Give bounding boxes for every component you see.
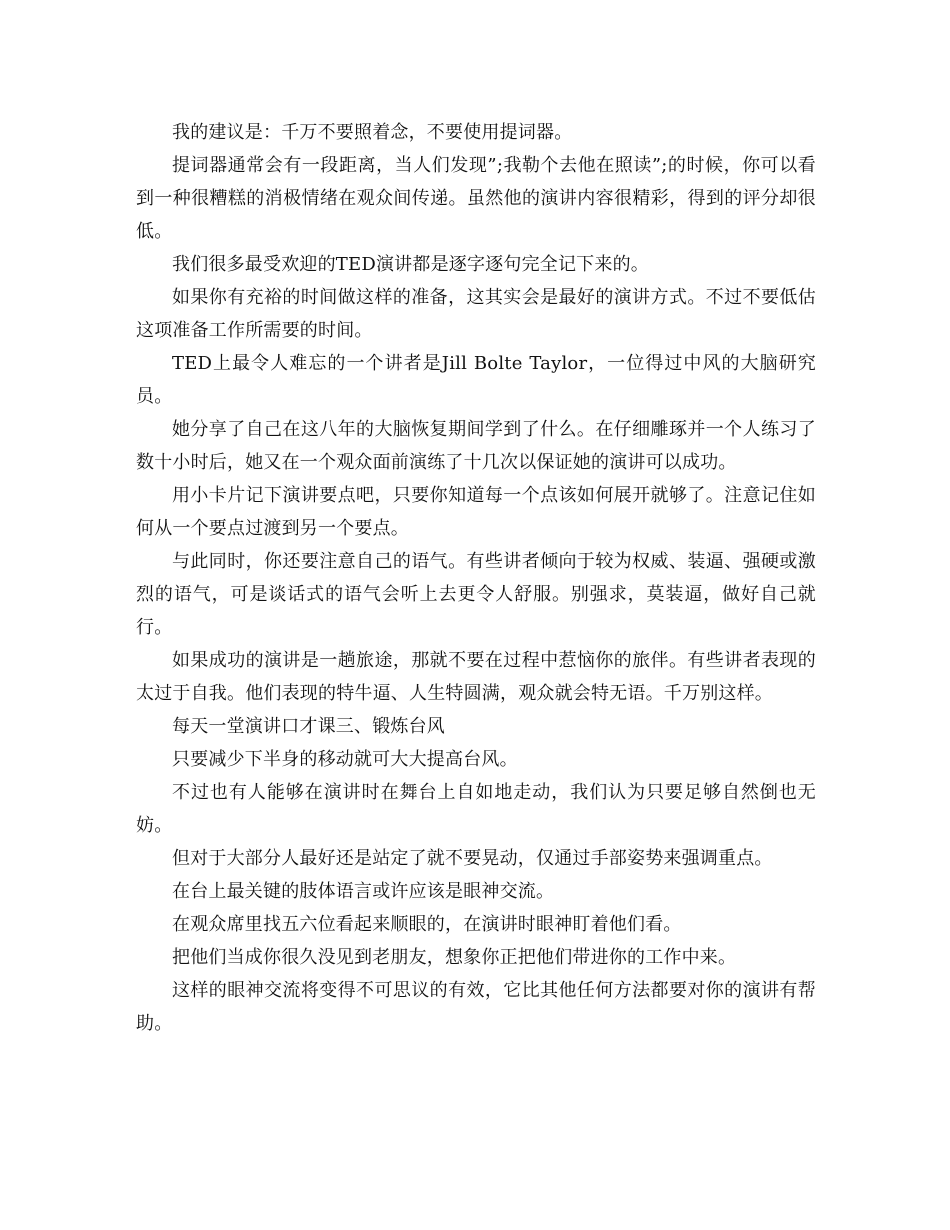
section-heading: 每天一堂演讲口才课三、锻炼台风 [172,716,445,737]
paragraph: 她分享了自己在这八年的大脑恢复期间学到了什么。在仔细雕琢并一个人练习了数十小时后，她又在一个观众面前演练了十几次以保证她的演讲可以成功。 [136,419,816,473]
paragraph: TED上最令人难忘的一个讲者是Jill Bolte Taylor，一位得过中风的大脑研究员。 [136,353,816,407]
paragraph: 不过也有人能够在演讲时在舞台上自如地走动，我们认为只要足够自然倒也无妨。 [136,782,816,836]
paragraph: 这样的眼神交流将变得不可思议的有效，它比其他任何方法都要对你的演讲有帮助。 [136,980,816,1034]
paragraph: 但对于大部分人最好还是站定了就不要晃动，仅通过手部姿势来强调重点。 [172,848,773,869]
paragraph: 我的建议是：千万不要照着念，不要使用提词器。 [172,122,573,143]
paragraph: 把他们当成你很久没见到老朋友，想象你正把他们带进你的工作中来。 [172,947,737,968]
paragraph: 只要减少下半身的移动就可大大提高台风。 [172,749,518,770]
document-body [136,116,816,1040]
paragraph: 如果你有充裕的时间做这样的准备，这其实会是最好的演讲方式。不过不要低估这项准备工作所需要的时间。 [136,287,816,341]
paragraph: 用小卡片记下演讲要点吧，只要你知道每一个点该如何展开就够了。注意记住如何从一个要点过渡到另一个要点。 [136,485,816,539]
paragraph: 提词器通常会有一段距离，当人们发现”;我勒个去他在照读”;的时候，你可以看到一种很糟糕的消极情绪在观众间传递。虽然他的演讲内容很精彩，得到的评分却很低。 [136,155,816,242]
paragraph: 如果成功的演讲是一趟旅途，那就不要在过程中惹恼你的旅伴。有些讲者表现的太过于自我。他们表现的特牛逼、人生特圆满，观众就会特无语。千万别这样。 [136,650,816,704]
paragraph: 在观众席里找五六位看起来顺眼的，在演讲时眼神盯着他们看。 [172,914,682,935]
paragraph: 我们很多最受欢迎的TED演讲都是逐字逐句完全记下来的。 [172,254,649,275]
paragraph: 与此同时，你还要注意自己的语气。有些讲者倾向于较为权威、装逼、强硬或激烈的语气，可是谈话式的语气会听上去更令人舒服。别强求，莫装逼，做好自己就行。 [136,551,816,638]
paragraph: 在台上最关键的肢体语言或许应该是眼神交流。 [172,881,555,902]
